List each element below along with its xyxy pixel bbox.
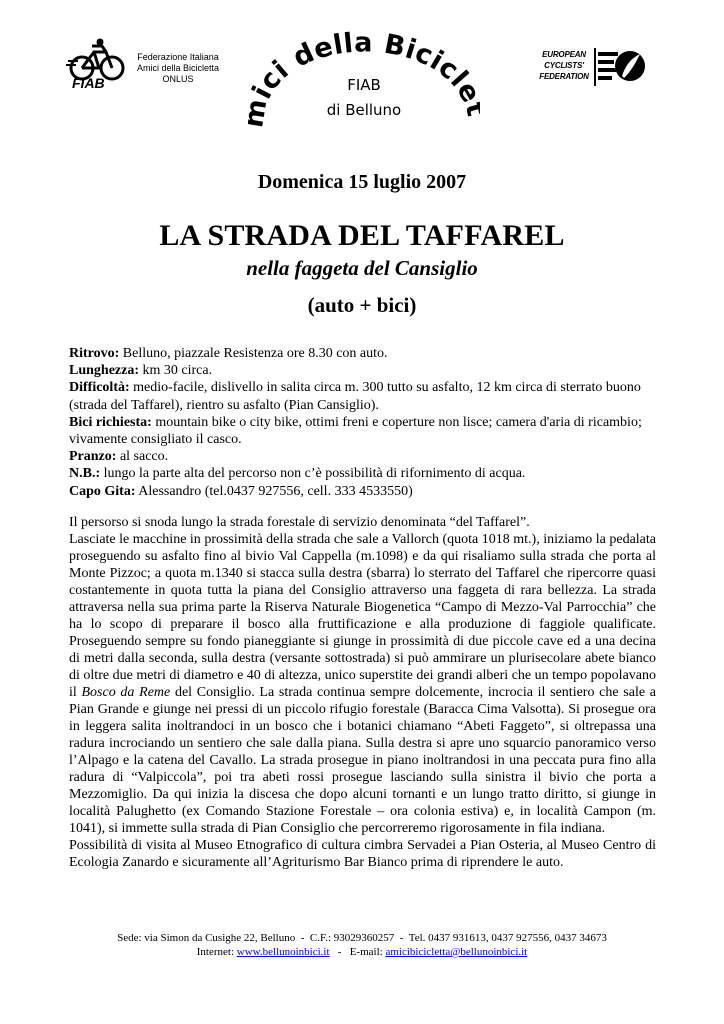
club-fiab-text: FIAB: [347, 76, 381, 94]
club-city-text: di Belluno: [326, 101, 402, 119]
info-meeting: Ritrovo: Belluno, piazzale Resistenza ore 8.30 con auto.: [69, 346, 388, 361]
email-link[interactable]: amicibicicletta@bellunoinbici.it: [385, 946, 528, 958]
club-arc-text: ici della Bicicl: [248, 27, 475, 104]
route-description: [69, 514, 656, 871]
event-title: LA STRADA DEL TAFFAREL: [159, 219, 565, 252]
event-subtitle: nella faggeta del Cansiglio: [246, 256, 478, 280]
description-intro: Il persorso si snoda lungo la strada forestale di servizio denominata “del Taffarel”.: [69, 515, 530, 530]
info-bike-required: Bici richiesta: mountain bike o city bike, ottimi freni e coperture non lisce; camera d'aria di ricambio; vivamente consigliato il casco.: [69, 414, 642, 448]
ecf-name: EUROPEAN CYCLISTS' FEDERATION: [539, 50, 589, 81]
event-mode: (auto + bici): [307, 293, 417, 317]
website-link[interactable]: www.bellunoinbici.it: [236, 946, 330, 958]
event-info: [69, 345, 659, 500]
footer: [0, 931, 724, 959]
fiab-organization-name: Federazione Italiana Amici della Bicicletta ONLUS: [136, 52, 220, 84]
info-note: N.B.: lungo la parte alta del percorso non c’è possibilità di rifornimento di acqua.: [69, 466, 526, 482]
info-trip-leader: Capo Gita: Alessandro (tel.0437 927556, cell. 333 4533550): [69, 483, 413, 499]
info-difficulty: Difficoltà: medio-facile, dislivello in salita circa m. 300 tutto su asfalto, 12 km circa di sterrato buono (strada del Taffarel), rientro su asfalto (Pian Cansiglio).: [69, 380, 641, 413]
info-length: Lunghezza: km 30 circa.: [69, 363, 213, 379]
fiab-logo: [66, 38, 130, 90]
club-logo: [248, 20, 480, 130]
info-lunch: Pranzo: al sacco.: [69, 449, 169, 465]
fiab-logo-text: FIAB: [72, 75, 105, 90]
footer-address: Sede: via Simon da Cusighe 22, Belluno - C.F.: 93029360257 - Tel. 0437 931613, 0437 927556, 0437 34673: [117, 932, 607, 944]
description-route: Lasciate le macchine in prossimità della strada che sale a Vallorch (quota 1018 mt.), iniziamo la pedalata proseguendo su asfalto fino al bivio Val Cappella (m.1098) e da qui risaliamo sulla strada che porta al Monte Pizzoc; a quota m.1340 si stacca sulla destra (sbarra) lo sterrato del Taffarel che ripercorre quasi costantemente in quota tutta la piana del Consiglio attraverso una faggeta di rara bellezza. La strada attraversa nella sua prima parte la Riserva Naturale Biogenetica “Campo di Mezzo-Val Parrocchia” che ha lo scopo di preparare il bosco alla fruttificazione e alla produzione di faggiole qualificate. Proseguendo sempre su fondo pianeggiante si giunge in prossimità di due piccole cave ed a una decina di metri dalla seconda, sulla destra (versante sottostrada) si può ammirare un plurisecolare abete bianco di oltre due metri di diametro e 40 di altezza, unico superstite dei grandi alberi che un tempo popolavano il Bosco da Reme del Consiglio. La strada continua sempre dolcemente, incrocia il sentiero che sale a Pian Grande e giunge nei pressi di un piccolo rifugio forestale (Baracca Cima Valsotta). Si prosegue ora in leggera salita inoltrandoci in un bosco che i botanici chiamano “Abeti Faggeto”, si oltrepassa una radura incrociando un sentiero che sale dalla piana. Sulla destra si apre uno squarcio panoramico verso l’Alpago e la catena del Cavallo. La strada prosegue in piano inoltrandosi in una peccata pura fino alla radura di “Valpiccola”, poi tra abeti rossi prosegue lasciando sulla sinistra il bivio che porta a Mezzomiglio. Da qui inizia la discesa che dopo alcuni tornanti e un lungo tratto diritto, si giunge in località Palughetto (ex Comando Stazione Forestale – ora colonia estiva) e, in località Campon (m. 1041), si immette sulla strada di Pian Consiglio che percorreremo rigorosamente in fila indiana.: [69, 532, 656, 836]
description-visits: Possibilità di visita al Museo Etnografico di cultura cimbra Servadei a Pian Osteria, al Museo Centro di Ecologia Zanardo e sicuramente all’Agriturismo Bar Bianco prima di riprendere le auto.: [69, 838, 656, 870]
footer-contacts: Internet: www.bellunoinbici.it - E-mail: amicibicicletta@bellunoinbici.it: [196, 946, 528, 958]
event-date: Domenica 15 luglio 2007: [257, 171, 467, 193]
